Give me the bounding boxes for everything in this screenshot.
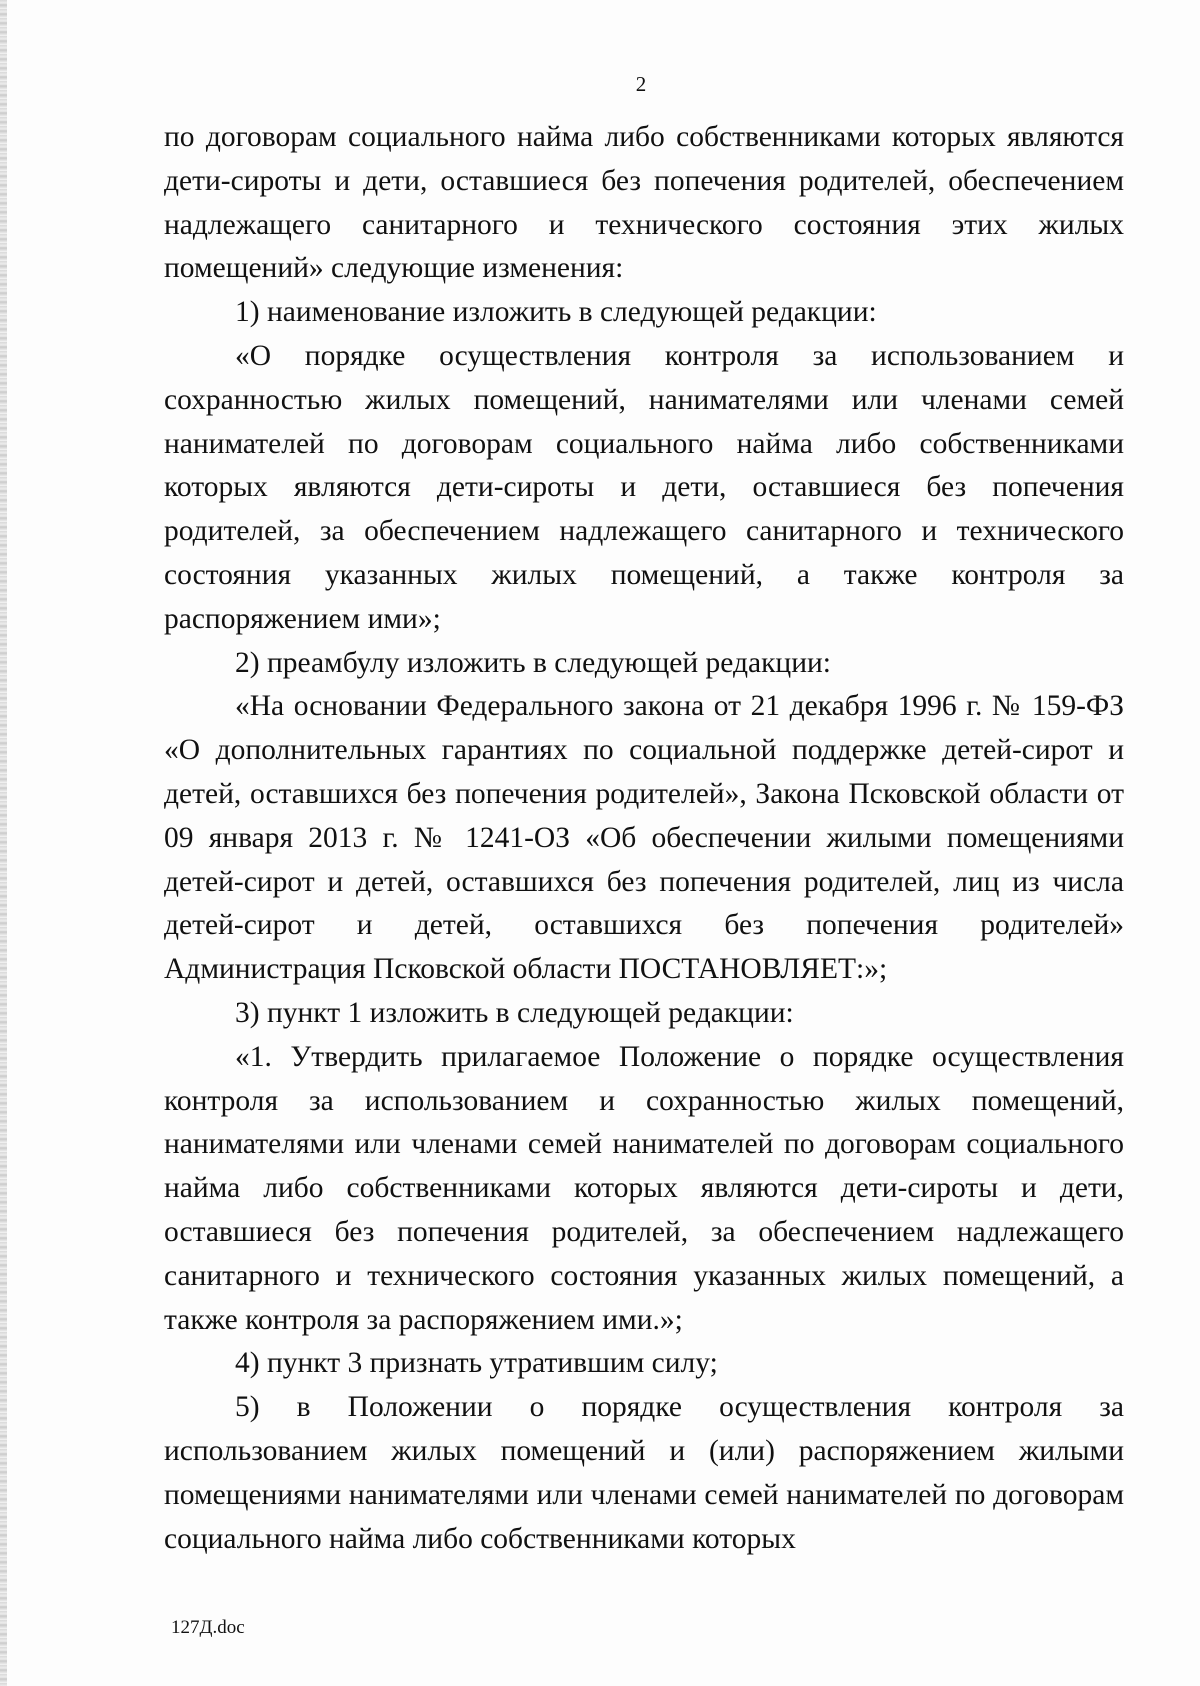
paragraph-item-5: 5) в Положении о порядке осуществления контроля за использованием жилых помещений и (или) распоряжением жилыми помещениями нанимателями или членами семей нанимателей по договорам социального найма либо собственниками которых [164,1391,1124,1555]
paragraph-new-clause-1: «1. Утвердить прилагаемое Положение о порядке осуществления контроля за использованием и сохранностью жилых помещений, нанимателями или членами семей нанимателей по договорам социального найма либо собственниками которых являются дети-сироты и дети, оставшиеся без попечения родителей, за обеспечением надлежащего санитарного и технического состояния указанных жилых помещений, а также контроля за распоряжением ими.»; [164,1040,1124,1336]
footer-filename: 127Д.doc [171,1617,245,1638]
document-body [164,116,1124,1561]
paragraph-item-3: 3) пункт 1 изложить в следующей редакции: [235,996,794,1029]
scan-edge-artifact [0,0,7,1686]
paragraph-item-2: 2) преамбулу изложить в следующей редакции: [235,646,831,679]
paragraph-item-1: 1) наименование изложить в следующей редакции: [235,296,877,329]
paragraph-new-title: «О порядке осуществления контроля за использованием и сохранностью жилых помещений, нанимателями или членами семей нанимателей по договорам социального найма либо собственниками которых являются дети-сироты и дети, оставшиеся без попечения родителей, за обеспечением надлежащего санитарного и технического состояния указанных жилых помещений, а также контроля за распоряжением ими»; [164,339,1124,635]
paragraph-continuation: по договорам социального найма либо собственниками которых являются дети-сироты и дети, оставшиеся без попечения родителей, обеспечением надлежащего санитарного и технического состояния этих жилых помещений» следующие изменения: [164,121,1124,285]
paragraph-item-4: 4) пункт 3 признать утратившим силу; [235,1347,718,1380]
page-number: 2 [635,72,647,96]
paragraph-new-preamble: «На основании Федерального закона от 21 декабря 1996 г. № 159-ФЗ «О дополнительных гарантиях по социальной поддержке детей-сирот и детей, оставшихся без попечения родителей», Закона Псковской области от 09 января 2013 г. № 1241-ОЗ «Об обеспечении жилыми помещениями детей-сирот и детей, оставшихся без попечения родителей, лиц из числа детей-сирот и детей, оставшихся без попечения родителей» Администрация Псковской области ПОСТАНОВЛЯЕТ:»; [164,690,1124,986]
